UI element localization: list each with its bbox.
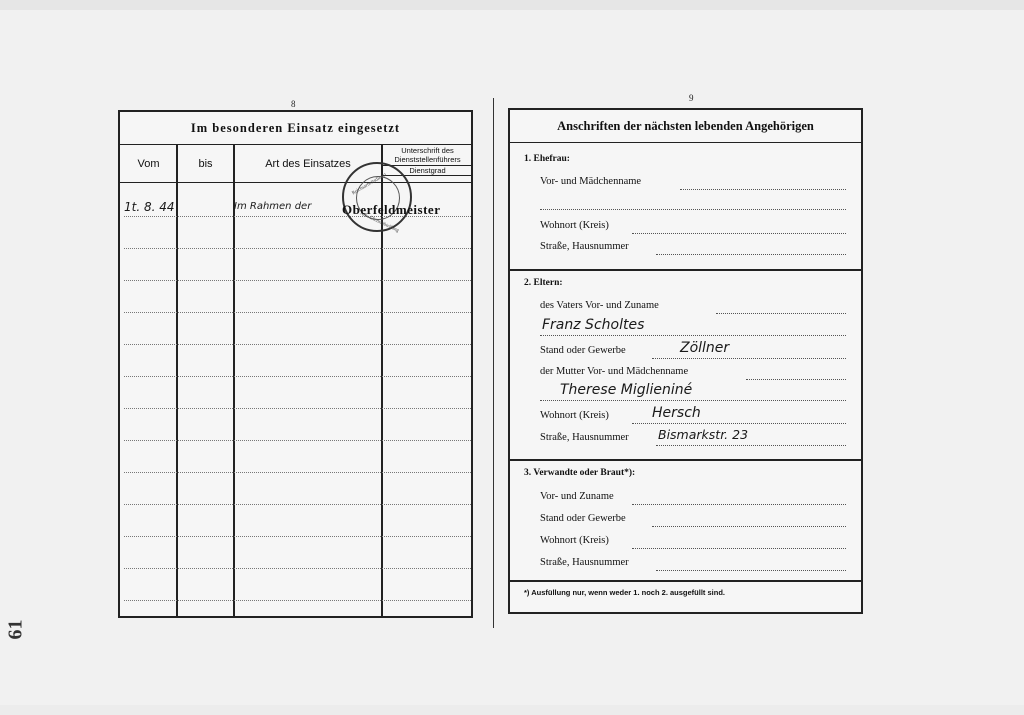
page-gutter: [493, 98, 494, 628]
section-divider: [510, 459, 861, 461]
table-row: [124, 504, 471, 505]
signature-label: Unterschrift des Dienststellenführers: [394, 146, 461, 164]
father-name-label: des Vaters Vor- und Zuname: [540, 300, 659, 311]
father-name-line-2: [540, 335, 846, 336]
spouse-name-line-2: [540, 209, 846, 210]
relative-name-line: [632, 504, 846, 505]
father-name-value: Franz Scholtes: [542, 317, 645, 333]
spouse-street-line: [656, 254, 846, 255]
official-seal: [342, 162, 412, 232]
table-row: [124, 472, 471, 473]
mother-name-line: [746, 379, 846, 380]
left-page-table: [118, 110, 473, 618]
parents-residence-line: [632, 423, 846, 424]
entry-type: Im Rahmen der: [234, 201, 312, 212]
relative-occupation-label: Stand oder Gewerbe: [540, 513, 626, 524]
bottom-border: [0, 705, 1024, 715]
mother-name-line-2: [540, 400, 846, 401]
spouse-maiden-name-line: [680, 189, 846, 190]
mother-name-value: Therese Miglieniné: [560, 382, 693, 398]
section-heading-parents: 2. Eltern:: [524, 278, 563, 288]
page-number-left: 8: [291, 99, 296, 109]
footnote: *) Ausfüllung nur, wenn weder 1. noch 2. ausgefüllt sind.: [524, 588, 725, 597]
section-heading-relatives: 3. Verwandte oder Braut*):: [524, 468, 636, 478]
side-page-number: 61: [4, 619, 27, 640]
entry-date: 1t. 8. 44: [124, 200, 175, 214]
table-row: [124, 600, 471, 601]
spouse-residence-line: [632, 233, 846, 234]
table-row: [124, 408, 471, 409]
parents-street-value: Bismarkstr. 23: [658, 427, 749, 442]
occupation-label: Stand oder Gewerbe: [540, 345, 626, 356]
spouse-maiden-name-label: Vor- und Mädchenname: [540, 176, 642, 187]
parents-residence-label: Wohnort (Kreis): [540, 410, 609, 421]
right-page-form: [508, 108, 863, 614]
relative-street-line: [656, 570, 846, 571]
relative-residence-line: [632, 548, 846, 549]
top-border: [0, 0, 1024, 10]
spouse-residence-label: Wohnort (Kreis): [540, 220, 609, 231]
table-row: [124, 344, 471, 345]
table-row: [124, 536, 471, 537]
column-header-from: Vom: [120, 145, 177, 183]
section-heading-spouse: 1. Ehefrau:: [524, 154, 570, 164]
section-divider: [510, 269, 861, 271]
relative-name-label: Vor- und Zuname: [540, 491, 614, 502]
father-name-line: [716, 313, 846, 314]
column-header-to: bis: [177, 145, 234, 183]
seal-text-bottom: Arb.-Dienstabteilung: [358, 211, 400, 234]
occupation-value: Zöllner: [680, 340, 730, 356]
rank-label: Dienstgrad: [382, 165, 473, 176]
relative-occupation-line: [652, 526, 846, 527]
mother-name-label: der Mutter Vor- und Mädchenname: [540, 366, 689, 377]
table-row: [124, 568, 471, 569]
relative-street-label: Straße, Hausnummer: [540, 557, 629, 568]
parents-residence-value: Hersch: [652, 405, 701, 421]
parents-street-label: Straße, Hausnummer: [540, 432, 629, 443]
table-row: [124, 248, 471, 249]
table-row: [124, 280, 471, 281]
left-page-title: Im besonderen Einsatz eingesetzt: [120, 112, 471, 145]
table-row: [124, 312, 471, 313]
table-row: [124, 440, 471, 441]
table-row: [124, 376, 471, 377]
occupation-line: [652, 358, 846, 359]
relative-residence-label: Wohnort (Kreis): [540, 535, 609, 546]
parents-street-line: [656, 445, 846, 446]
page-number-right: 9: [689, 93, 694, 103]
seal-text-top: Reichsarbeitsdienst: [351, 172, 388, 197]
section-divider: [510, 580, 861, 582]
column-header-type: Art des Einsatzes: [234, 145, 382, 183]
spouse-street-label: Straße, Hausnummer: [540, 241, 629, 252]
right-page-title: Anschriften der nächsten lebenden Angehörigen: [510, 110, 861, 143]
rank-stamp: Oberfeldmeister: [342, 202, 441, 217]
